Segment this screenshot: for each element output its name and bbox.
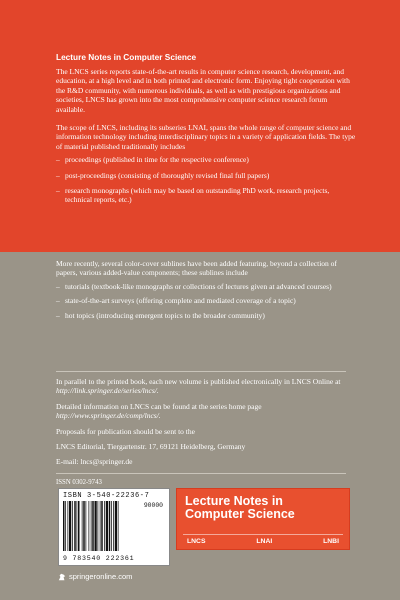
logo-label-lnai: LNAI xyxy=(256,538,273,545)
price-code: 90000 xyxy=(143,502,163,509)
barcode-bar xyxy=(82,501,83,551)
logo-divider xyxy=(183,534,343,535)
list-item: – state-of-the-art surveys (offering complete and mediated coverage of a topic) xyxy=(56,296,296,306)
barcode-box xyxy=(58,488,170,566)
barcode-bar xyxy=(118,501,119,551)
logo-label-lnbi: LNBI xyxy=(323,538,339,545)
barcode-bar xyxy=(100,501,101,551)
list-item: – proceedings (published in time for the respective conference) xyxy=(56,155,249,165)
editorial-email: E-mail: lncs@springer.de xyxy=(56,457,133,467)
proposals-text: Proposals for publication should be sent to the xyxy=(56,426,195,436)
logo-subseries-labels xyxy=(177,538,349,545)
isbn-label: ISBN 3-540-22236-7 xyxy=(63,492,150,500)
barcode-bar xyxy=(72,501,73,551)
issn-label: ISSN 0302-9743 xyxy=(56,479,102,486)
barcode-bar xyxy=(101,501,103,551)
divider xyxy=(56,473,346,474)
springer-link[interactable]: springeronline.com xyxy=(69,572,133,581)
series-logo xyxy=(176,488,350,550)
barcode-bar xyxy=(92,501,94,551)
red-band-text xyxy=(56,52,356,211)
barcode-bar xyxy=(86,501,87,551)
barcode-bar xyxy=(106,501,108,551)
barcode-bar xyxy=(111,501,112,551)
barcode-bar xyxy=(69,501,71,551)
barcode-bar xyxy=(115,501,117,551)
sublines-intro: More recently, several color-cover sublines have been added featuring, beyond a collection of papers, various added-value components; these sublines include xyxy=(56,259,337,278)
barcode-bar xyxy=(68,501,69,551)
barcode-bar xyxy=(113,501,114,551)
list-item: – hot topics (introducing emergent topics to the broader community) xyxy=(56,310,265,320)
series-scope: The scope of LNCS, including its subseries LNAI, spans the whole range of computer science and information technology including interdisciplinary topics in a variety of application fields. The type of material published traditionally includes xyxy=(56,123,356,151)
online-info xyxy=(56,377,356,473)
material-list xyxy=(56,155,356,205)
barcode-digits: 9 783540 222361 xyxy=(63,555,135,562)
logo-title: Lecture Notes in Computer Science xyxy=(185,494,295,521)
barcode-bar xyxy=(63,501,65,551)
barcode-bar xyxy=(98,501,99,551)
divider xyxy=(56,371,346,372)
homepage-paragraph: Detailed information on LNCS can be found at the series home page http://www.springer.de/comp/lncs/. xyxy=(56,401,262,421)
list-item: – post-proceedings (consisting of thoroughly revised final full papers) xyxy=(56,170,270,180)
list-item: – tutorials (textbook-like monographs or collections of lectures given at advanced courses) xyxy=(56,281,332,291)
red-band xyxy=(0,0,400,252)
barcode-bar xyxy=(109,501,111,551)
barcode-bar xyxy=(89,501,90,551)
lncs-online-link[interactable]: http://link.springer.de/series/lncs/. xyxy=(56,386,159,396)
barcode-bar xyxy=(95,501,97,551)
barcode-icon xyxy=(63,501,137,551)
series-intro: The LNCS series reports state-of-the-art results in computer science research, development, and education, at a high level and in both printed and electronic form. Enjoying tight cooperation with the R&D community, with numerous individuals, as well as with prestigious organizations and societies, LNCS has grown into the most comprehensive computer science research forum available. xyxy=(56,67,350,114)
sublines-section xyxy=(56,259,356,325)
barcode-bar xyxy=(91,501,92,551)
barcode-bar xyxy=(78,501,80,551)
publisher-site xyxy=(58,572,132,581)
springer-horse-icon xyxy=(58,573,66,581)
homepage-link[interactable]: http://www.springer.de/comp/lncs/. xyxy=(56,411,161,421)
barcode-bar xyxy=(65,501,66,551)
editorial-address: LNCS Editorial, Tiergartenstr. 17, 69121 Heidelberg, Germany xyxy=(56,442,246,452)
barcode-bar xyxy=(104,501,105,551)
barcode-bar xyxy=(77,501,78,551)
barcode-bar xyxy=(74,501,76,551)
online-paragraph: In parallel to the printed book, each new volume is published electronically in LNCS Online at http://link.springer.de/series/lncs/. xyxy=(56,377,341,396)
list-item: – research monographs (which may be based on outstanding PhD work, research projects, technical reports, etc.) xyxy=(56,186,330,205)
logo-label-lncs: LNCS xyxy=(187,538,206,545)
barcode-bar xyxy=(83,501,85,551)
sublines-list xyxy=(56,282,356,320)
series-heading: Lecture Notes in Computer Science xyxy=(56,52,197,62)
